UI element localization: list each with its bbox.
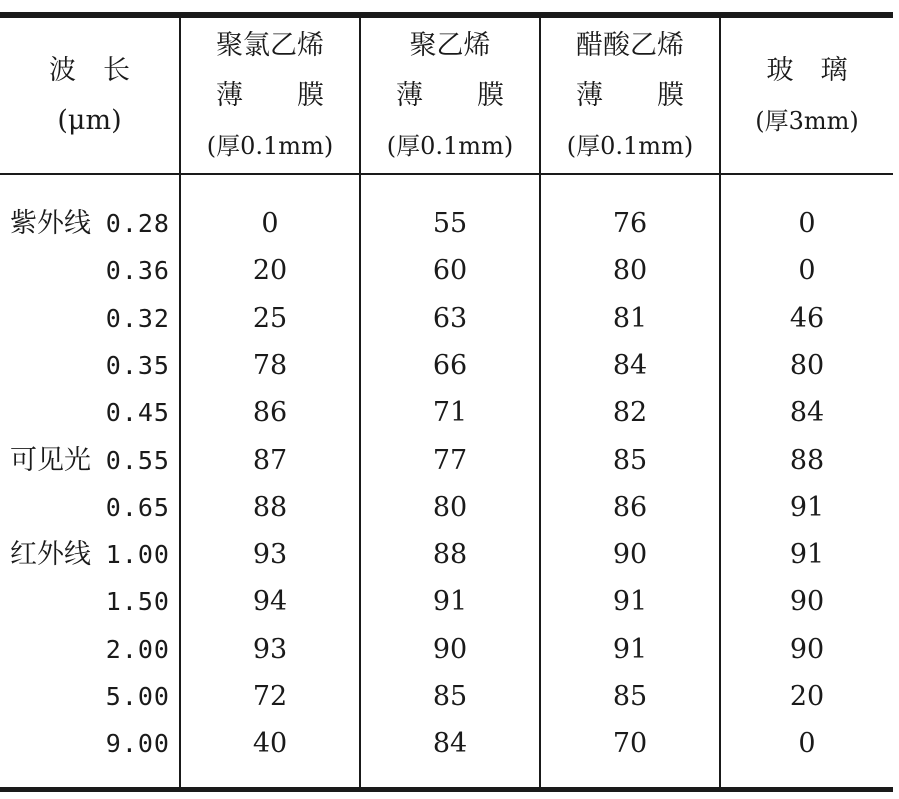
table-row-wavelength <box>0 673 172 720</box>
table-cell: 66 <box>432 350 468 381</box>
table-cell: 88 <box>789 445 825 476</box>
table-cell: 91 <box>789 539 825 570</box>
table-bottom-rule <box>0 787 893 792</box>
table-cell: 71 <box>432 397 468 428</box>
header-col-type: 薄 膜 <box>576 80 684 111</box>
header-col-name: 聚氯乙烯 <box>216 30 324 61</box>
table-cell: 85 <box>612 681 648 712</box>
header-eva-film <box>541 18 719 173</box>
spectrum-category: 紫外线 <box>10 208 91 239</box>
table-cell: 84 <box>789 397 825 428</box>
table-cell: 86 <box>252 397 288 428</box>
table-cell: 90 <box>789 634 825 665</box>
table-cell: 91 <box>612 586 648 617</box>
spectrum-category: 可见光 <box>10 445 91 476</box>
table-cell: 82 <box>612 397 648 428</box>
table-row-wavelength <box>0 484 172 531</box>
table-row-wavelength <box>0 295 172 342</box>
header-col-thickness: (厚0.1mm) <box>566 132 694 160</box>
table-cell: 0 <box>798 255 816 286</box>
table-cell: 78 <box>252 350 288 381</box>
table-cell: 90 <box>612 539 648 570</box>
table-cell: 91 <box>432 586 468 617</box>
table-cell: 63 <box>432 303 468 334</box>
wavelength-value: 0.36 <box>105 256 170 285</box>
header-glass <box>721 18 893 173</box>
table-row-wavelength <box>0 437 172 484</box>
table-cell: 94 <box>252 586 288 617</box>
table-cell: 80 <box>432 492 468 523</box>
table-row-wavelength <box>0 578 172 625</box>
table-cell: 86 <box>612 492 648 523</box>
table-cell: 20 <box>252 255 288 286</box>
table-cell: 91 <box>789 492 825 523</box>
wavelength-value: 9.00 <box>105 729 170 758</box>
wavelength-value: 0.32 <box>105 304 170 333</box>
table-cell: 80 <box>789 350 825 381</box>
table-cell: 55 <box>432 208 468 239</box>
table-cell: 90 <box>432 634 468 665</box>
table-cell: 88 <box>252 492 288 523</box>
table-cell: 25 <box>252 303 288 334</box>
table-cell: 91 <box>612 634 648 665</box>
table-header-rule <box>0 173 893 175</box>
header-col-type: 薄 膜 <box>216 80 324 111</box>
header-wavelength-unit: (μm) <box>57 105 122 136</box>
table-row-wavelength <box>0 531 172 578</box>
table-cell: 70 <box>612 728 648 759</box>
table-cell: 81 <box>612 303 648 334</box>
table-cell: 90 <box>789 586 825 617</box>
table-row-wavelength <box>0 720 172 767</box>
table-row-wavelength <box>0 342 172 389</box>
table-cell: 84 <box>612 350 648 381</box>
table-cell: 88 <box>432 539 468 570</box>
header-col-name: 聚乙烯 <box>409 30 491 61</box>
table-cell: 93 <box>252 634 288 665</box>
table-cell: 85 <box>612 445 648 476</box>
wavelength-value: 0.55 <box>105 446 170 475</box>
header-pvc-film <box>181 18 359 173</box>
table-row-wavelength <box>0 626 172 673</box>
spectrum-category: 红外线 <box>10 539 91 570</box>
table-cell: 0 <box>261 208 279 239</box>
table-cell: 84 <box>432 728 468 759</box>
header-col-thickness: (厚3mm) <box>755 107 859 135</box>
table-cell: 72 <box>252 681 288 712</box>
table-cell: 76 <box>612 208 648 239</box>
wavelength-value: 0.45 <box>105 398 170 427</box>
header-pe-film <box>361 18 539 173</box>
table-cell: 46 <box>789 303 825 334</box>
table-cell: 93 <box>252 539 288 570</box>
header-col-thickness: (厚0.1mm) <box>386 132 514 160</box>
table-row-wavelength <box>0 389 172 436</box>
table-cell: 0 <box>798 208 816 239</box>
wavelength-value: 1.00 <box>105 540 170 569</box>
wavelength-value: 0.28 <box>105 209 170 238</box>
table-cell: 0 <box>798 728 816 759</box>
header-col-name: 醋酸乙烯 <box>576 30 684 61</box>
wavelength-value: 0.35 <box>105 351 170 380</box>
header-col-name: 玻 璃 <box>766 55 848 86</box>
table-cell: 77 <box>432 445 468 476</box>
header-col-thickness: (厚0.1mm) <box>206 132 334 160</box>
table-row-wavelength <box>0 247 172 294</box>
table-cell: 85 <box>432 681 468 712</box>
wavelength-value: 2.00 <box>105 635 170 664</box>
table-cell: 80 <box>612 255 648 286</box>
table-row-wavelength <box>0 200 172 247</box>
wavelength-value: 1.50 <box>105 587 170 616</box>
table-cell: 60 <box>432 255 468 286</box>
wavelength-value: 0.65 <box>105 493 170 522</box>
header-wavelength-label: 波 长 <box>49 55 130 86</box>
header-col-type: 薄 膜 <box>396 80 504 111</box>
table-cell: 87 <box>252 445 288 476</box>
table-cell: 20 <box>789 681 825 712</box>
table-cell: 40 <box>252 728 288 759</box>
wavelength-value: 5.00 <box>105 682 170 711</box>
header-wavelength <box>0 18 179 173</box>
